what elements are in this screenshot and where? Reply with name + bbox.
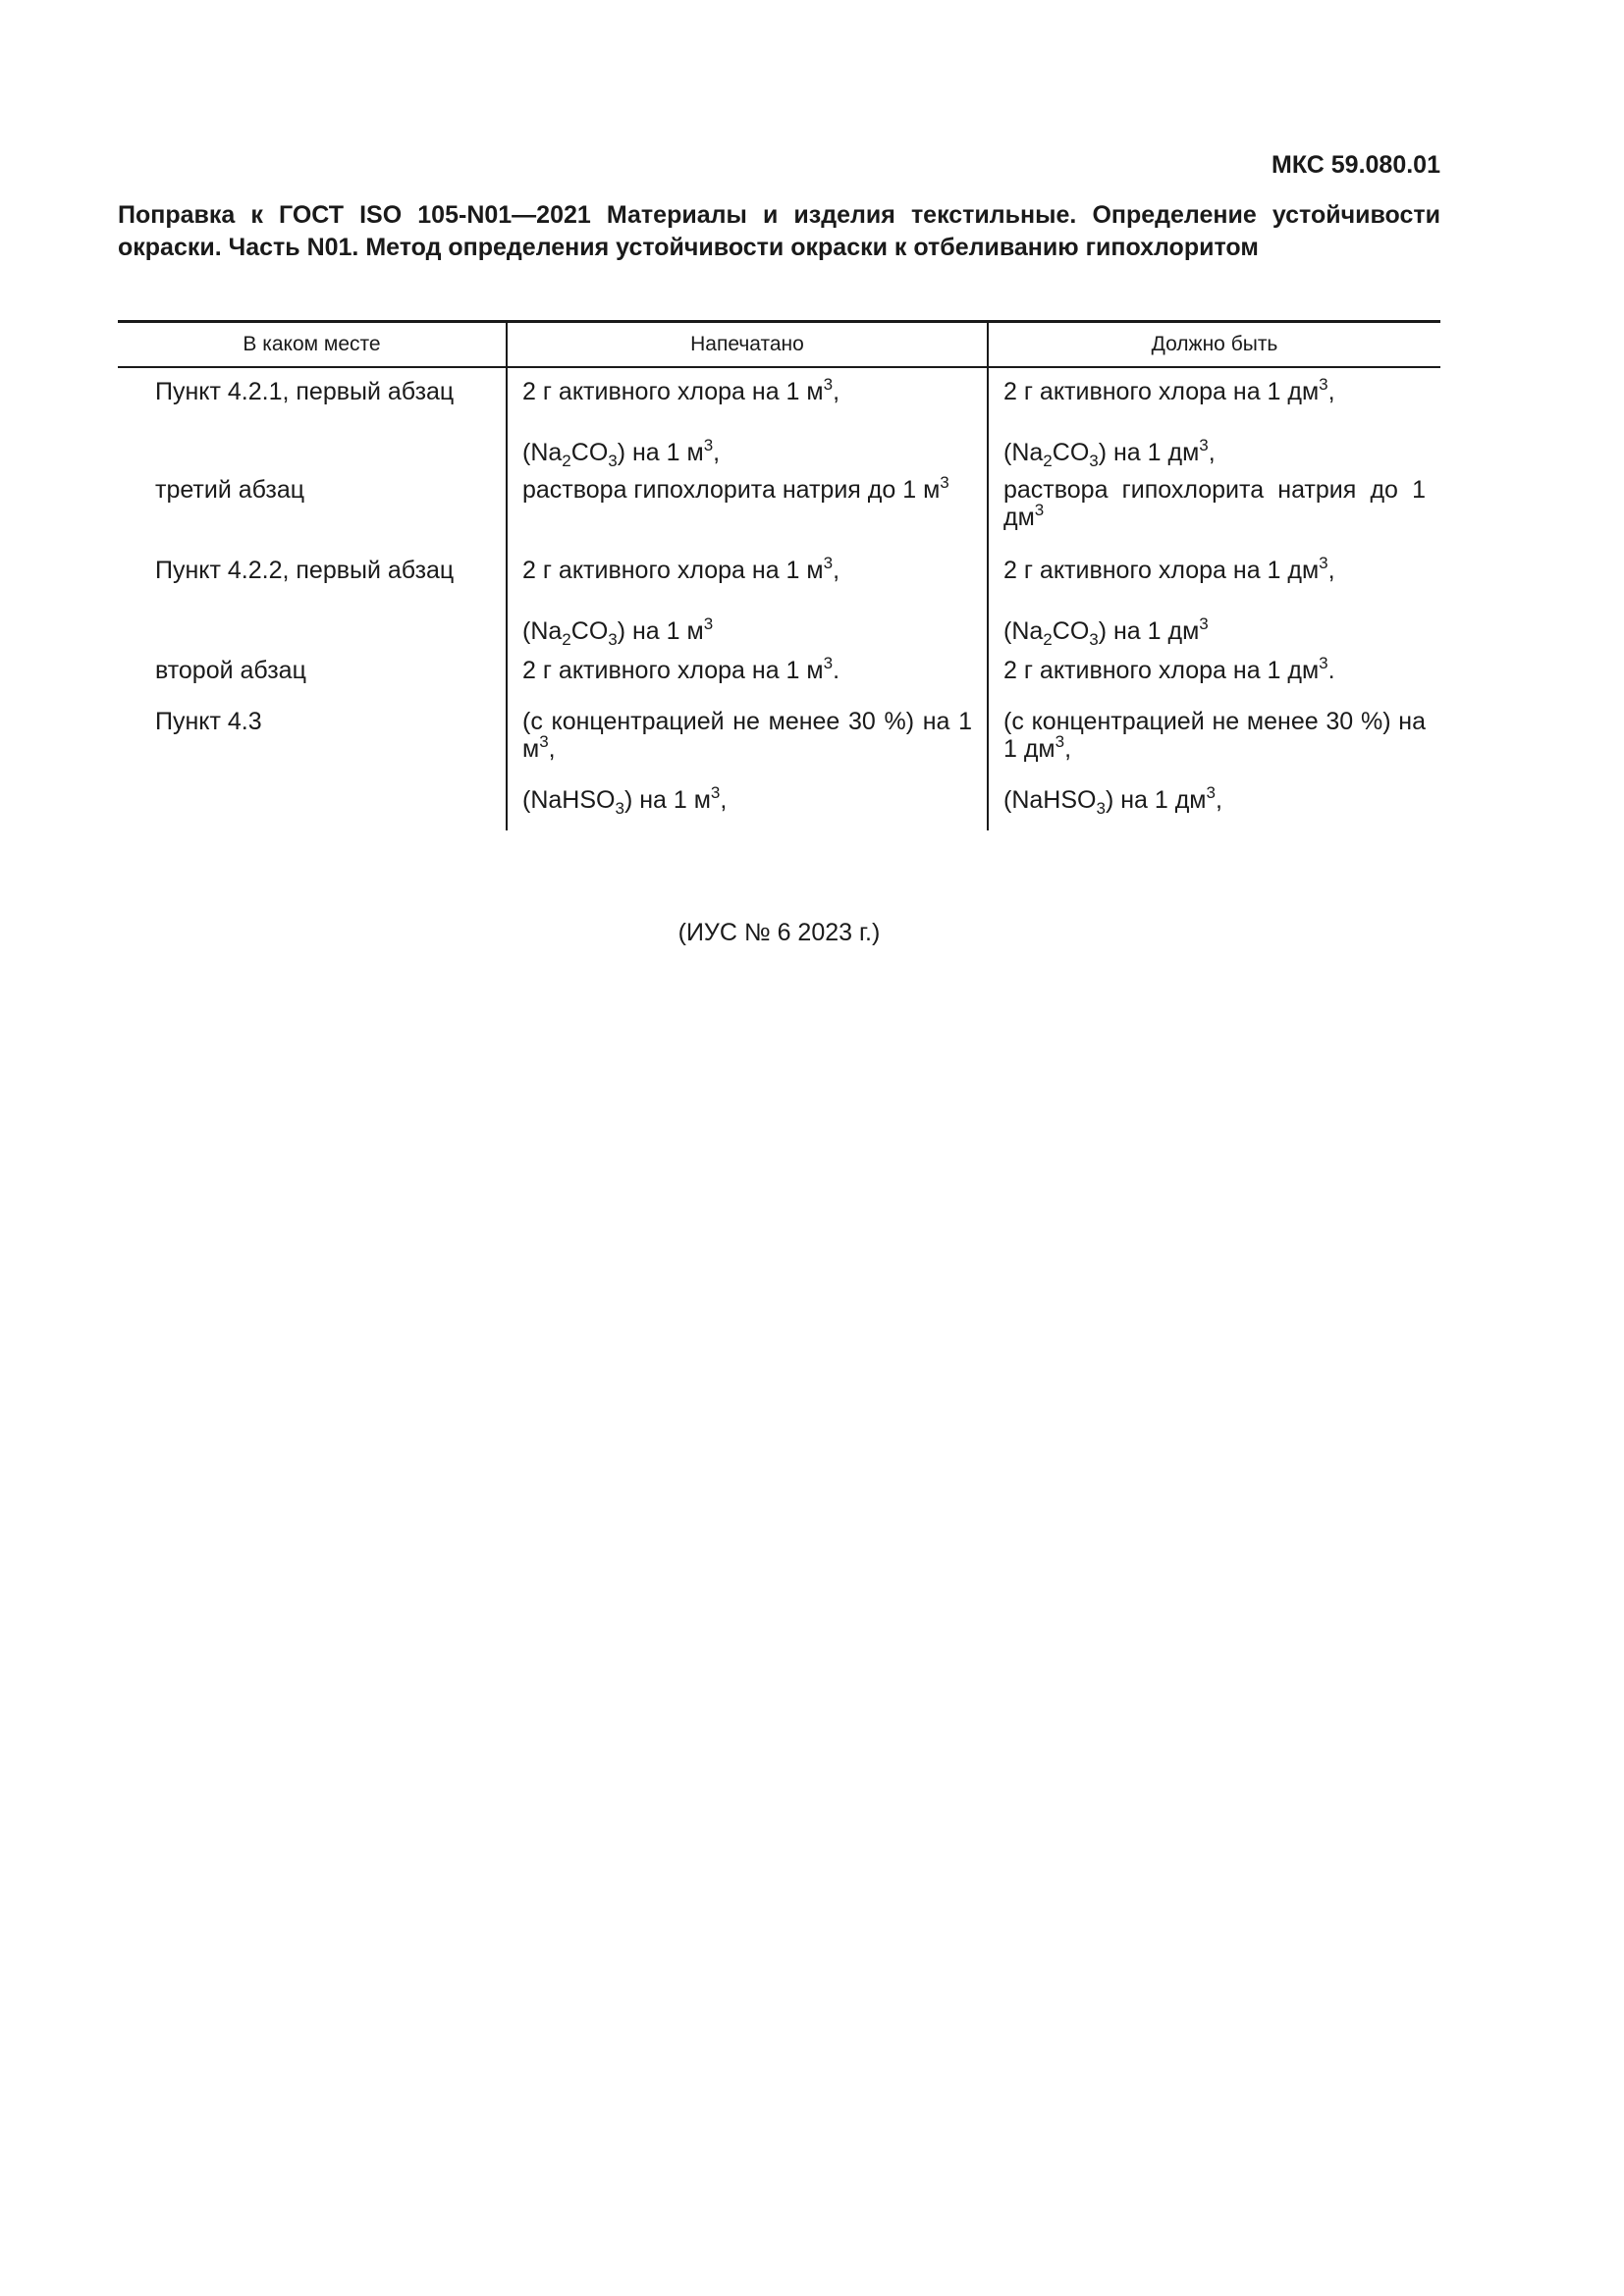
superscript: 3: [823, 654, 834, 672]
table-row: [118, 549, 1440, 600]
table-body: [118, 367, 1440, 830]
printed-cell: $(Na_2CO_3)$ на 1 $м^3$: [507, 600, 988, 649]
place-cell: Пункт 4.2.2, первый абзац: [155, 557, 455, 584]
should-be-cell: $(Na_2CO_3)$ на 1 $дм^3$,: [988, 421, 1440, 470]
superscript: 3: [539, 732, 549, 751]
should-be-cell: (NaHSO$_3$) на 1 $дм^3$,: [988, 782, 1440, 830]
subscript: 2: [1043, 630, 1053, 649]
place-cell: второй абзац: [155, 657, 306, 684]
superscript: 3: [1319, 375, 1328, 394]
superscript: 3: [823, 554, 834, 572]
printed-cell: 2 г активного хлора на 1 $м^3$.: [507, 649, 988, 700]
superscript: 3: [1319, 654, 1328, 672]
superscript: 3: [1034, 501, 1045, 519]
superscript: 3: [940, 473, 949, 492]
table-row: [118, 782, 1440, 830]
superscript: 3: [703, 436, 714, 454]
table-row: [118, 367, 1440, 421]
subscript: 2: [562, 452, 571, 470]
table-header-row: [118, 322, 1440, 368]
ius-reference: (ИУС № 6 2023 г.): [677, 919, 881, 946]
header-should-be: Должно быть: [988, 322, 1440, 368]
should-be-cell: раствора гипохлорита натрия до 1 $дм^3$: [988, 470, 1440, 549]
superscript: 3: [1319, 554, 1328, 572]
superscript: 3: [1199, 614, 1209, 633]
subscript: 3: [1096, 799, 1106, 818]
should-be-cell: 2 г активного хлора на 1 $дм^3$,: [988, 367, 1440, 421]
header-place: В каком месте: [118, 322, 507, 368]
place-cell: [118, 600, 507, 649]
printed-cell: 2 г активного хлора на 1 $м^3$,: [507, 367, 988, 421]
subscript: 3: [608, 452, 618, 470]
amendment-table: [118, 320, 1440, 830]
place-cell: Пункт 4.2.1, первый абзац: [155, 378, 455, 405]
should-be-cell: $(Na_2CO_3)$ на 1 $дм^3$: [988, 600, 1440, 649]
subscript: 3: [608, 630, 618, 649]
should-be-cell: 2 г активного хлора на 1 $дм^3$,: [988, 549, 1440, 600]
table-row: [118, 600, 1440, 649]
subscript: 2: [562, 630, 571, 649]
place-cell: [118, 421, 507, 470]
printed-cell: (с концентрацией не менее 30 %) на 1 $м^3$,: [507, 700, 988, 782]
place-cell: третий абзац: [155, 476, 305, 504]
superscript: 3: [1199, 436, 1209, 454]
subscript: 3: [1089, 630, 1099, 649]
place-cell: Пункт 4.3: [155, 708, 262, 735]
printed-cell: раствора гипохлорита натрия до 1 $м^3$: [507, 470, 988, 549]
superscript: 3: [823, 375, 834, 394]
subscript: 3: [615, 799, 624, 818]
table-row: [118, 649, 1440, 700]
printed-cell: 2 г активного хлора на 1 $м^3$,: [507, 549, 988, 600]
table-row: [118, 700, 1440, 782]
superscript: 3: [1055, 732, 1065, 751]
header-printed: Напечатано: [507, 322, 988, 368]
superscript: 3: [710, 783, 721, 802]
table-row: [118, 470, 1440, 549]
amendment-title: Поправка к ГОСТ ISO 105-N01—2021 Материалы и изделия текстильные. Определение устойчивости окраски. Часть N01. Метод определения устойчивости окраски к отбеливанию гипохлоритом: [118, 201, 1440, 261]
superscript: 3: [703, 614, 714, 633]
mks-code: МКС 59.080.01: [1272, 151, 1440, 179]
should-be-cell: 2 г активного хлора на 1 $дм^3$.: [988, 649, 1440, 700]
printed-cell: $(Na_2CO_3)$ на 1 $м^3$,: [507, 421, 988, 470]
place-cell: [118, 782, 507, 830]
printed-cell: (NaHSO$_3$) на 1 $м^3$,: [507, 782, 988, 830]
table-row: [118, 421, 1440, 470]
subscript: 2: [1043, 452, 1053, 470]
subscript: 3: [1089, 452, 1099, 470]
should-be-cell: (с концентрацией не менее 30 %) на 1 $дм^3$,: [988, 700, 1440, 782]
superscript: 3: [1206, 783, 1216, 802]
